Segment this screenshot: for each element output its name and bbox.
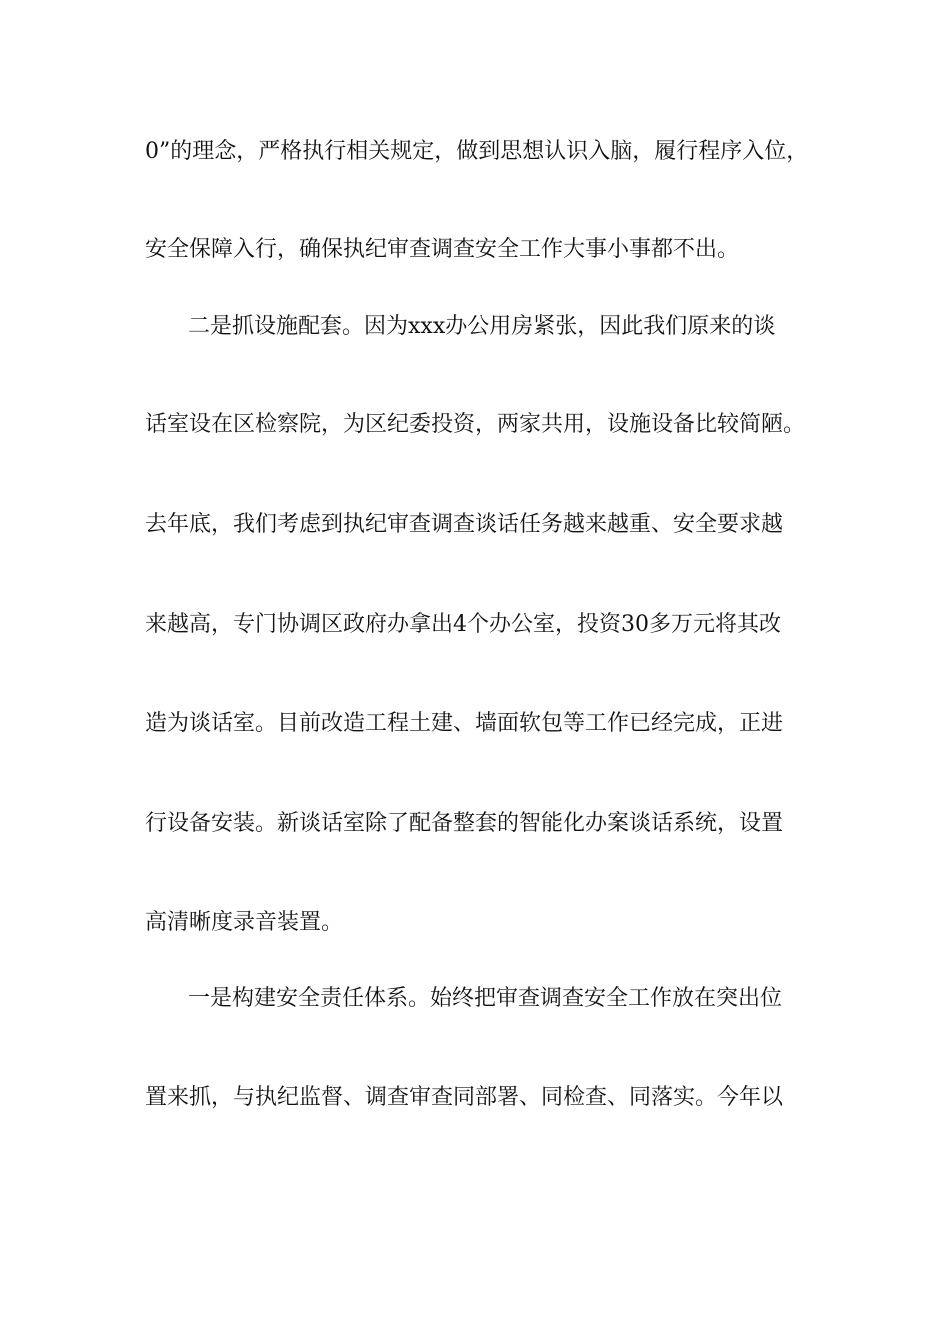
text-line-9: 高清晰度录音装置。 xyxy=(145,910,344,935)
text-line-11: 置来抓，与执纪监督、调查审查同部署、同检查、同落实。今年以 xyxy=(145,1085,784,1110)
text-line-4: 话室设在区检察院，为区纪委投资，两家共用，设施设备比较简陋。 xyxy=(145,412,806,437)
paragraph-start-line: 一是构建安全责任体系。始终把审查调查安全工作放在突出位 xyxy=(188,986,783,1011)
text-line-2: 安全保障入行，确保执纪审查调查安全工作大事小事都不出。 xyxy=(145,237,740,262)
paragraph-start-line: 二是抓设施配套。因为xxx办公用房紧张，因此我们原来的谈 xyxy=(188,314,776,339)
text-line-5: 去年底，我们考虑到执纪审查调查谈话任务越来越重、安全要求越 xyxy=(145,512,784,537)
text-line-1: 0”的理念，严格执行相关规定，做到思想认识入脑，履行程序入位， xyxy=(145,139,809,164)
text-line-7: 造为谈话室。目前改造工程土建、墙面软包等工作已经完成，正进 xyxy=(145,711,784,736)
text-line-8: 行设备安装。新谈话室除了配备整套的智能化办案谈话系统，设置 xyxy=(145,811,784,836)
text-line-6: 来越高，专门协调区政府办拿出4个办公室，投资30多万元将其改 xyxy=(145,612,781,637)
